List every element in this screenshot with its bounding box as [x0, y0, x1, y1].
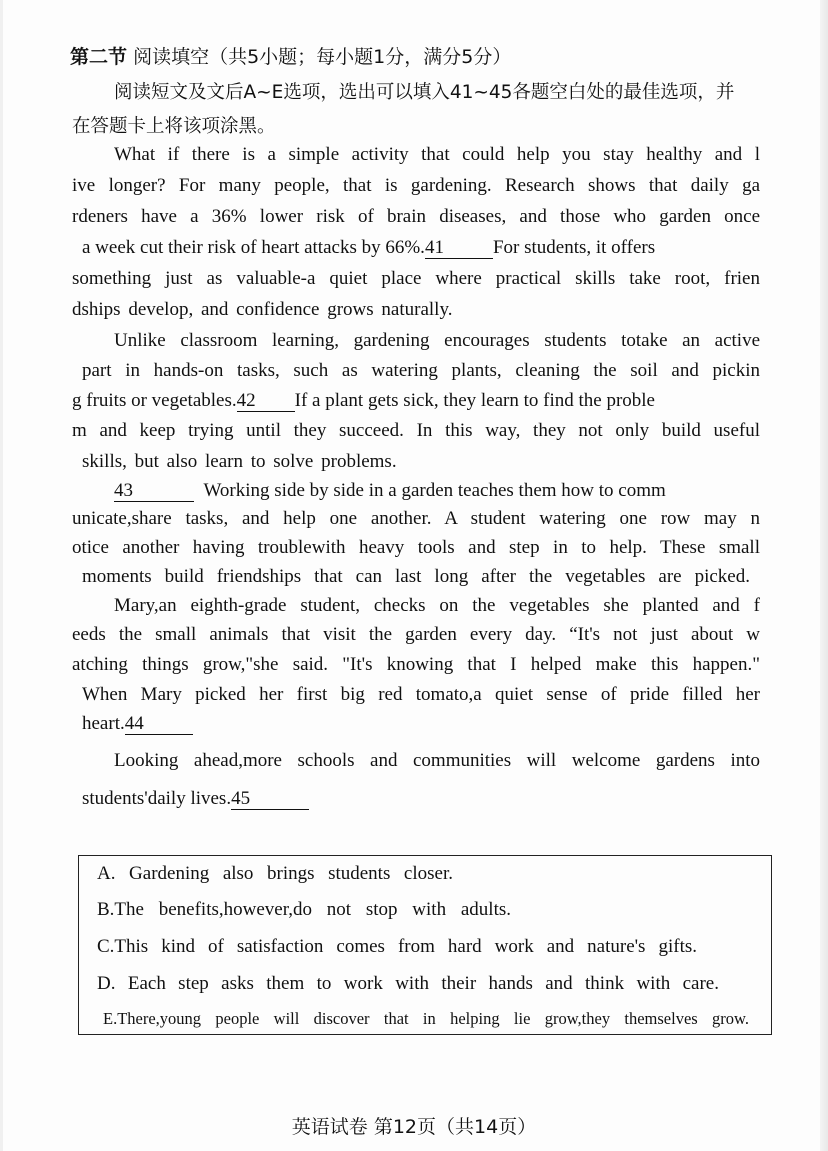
section-title: 阅读填空（共5小题；每小题1分，满分5分） [133, 46, 512, 68]
p2-line-4: m and keep trying until they succeed. In this way, they not only build useful [72, 420, 760, 441]
options-box [78, 855, 772, 1035]
option-a: A. Gardening also brings students closer. [97, 863, 453, 884]
p2-line-5: skills, but also learn to solve problems. [82, 451, 397, 472]
option-e: E.There,young people will discover that in helping lie grow,they themselves grow. [103, 1009, 749, 1028]
section-number: 第二节 [70, 46, 128, 68]
blank-44: 44 [125, 714, 193, 735]
p5-line-1: Looking ahead,more schools and communities will welcome gardens into [114, 750, 760, 771]
p1-line-3: rdeners have a 36% lower risk of brain diseases, and those who garden once [72, 206, 760, 227]
page-edge-left [0, 0, 3, 1151]
p1-line-2: ive longer? For many people, that is gardening. Research shows that daily ga [72, 175, 760, 196]
p5-line-2 [82, 788, 382, 810]
p2-line-2: part in hands-on tasks, such as watering plants, cleaning the soil and pickin [82, 360, 760, 381]
p2-line-1: Unlike classroom learning, gardening encourages students totake an active [114, 330, 760, 351]
instructions-line-1: 阅读短文及文后A~E选项，选出可以填入41~45各题空白处的最佳选项，并 [114, 82, 735, 103]
p4-line-3: atching things grow,"she said. "It's knowing that I helped make this happen." [72, 654, 760, 675]
p1-line-5: something just as valuable-a quiet place where practical skills take root, frien [72, 268, 760, 289]
section-heading [70, 42, 511, 69]
p1-line-4-pre: a week cut their risk of heart attacks by 66%. [82, 237, 425, 258]
p1-line-1: What if there is a simple activity that could help you stay healthy and l [114, 144, 760, 165]
option-b: B.The benefits,however,do not stop with adults. [97, 899, 511, 920]
p3-line-1-post: Working side by side in a garden teaches them how to comm [203, 480, 666, 501]
option-c: C.This kind of satisfaction comes from hard work and nature's gifts. [97, 936, 697, 957]
p4-line-5 [82, 713, 282, 735]
p3-line-1 [114, 480, 760, 502]
blank-41: 41 [425, 238, 493, 259]
page-footer: 英语试卷 第12页（共14页） [291, 1116, 537, 1138]
p4-line-1: Mary,an eighth-grade student, checks on the vegetables she planted and f [114, 595, 760, 616]
p1-line-4-post: For students, it offers [492, 237, 656, 258]
p4-line-2: eeds the small animals that visit the garden every day. “It's not just about w [72, 624, 760, 645]
p5-line-2-pre: students'daily lives. [82, 788, 232, 809]
p3-line-2: unicate,share tasks, and help one another. A student watering one row may n [72, 508, 760, 529]
p3-line-4: moments build friendships that can last long after the vegetables are picked. [82, 566, 750, 587]
p4-line-5-pre: heart. [82, 713, 125, 734]
p2-line-3-pre: g fruits or vegetables. [72, 390, 237, 411]
p3-line-3: otice another having troublewith heavy tools and step in to help. These small [72, 537, 760, 558]
p1-line-4 [82, 237, 752, 259]
page-edge-right [820, 0, 828, 1151]
option-d: D. Each step asks them to work with their hands and think with care. [97, 973, 719, 994]
p1-line-6: dships develop, and confidence grows naturally. [72, 299, 453, 320]
p2-line-3-post: If a plant gets sick, they learn to find the proble [294, 390, 655, 411]
blank-42: 42 [237, 391, 295, 412]
blank-45: 45 [231, 789, 309, 810]
instructions-line-2: 在答题卡上将该项涂黑。 [72, 116, 276, 137]
p4-line-4: When Mary picked her first big red tomato,a quiet sense of pride filled her [82, 684, 760, 705]
p2-line-3 [72, 390, 760, 412]
blank-43: 43 [114, 481, 194, 502]
